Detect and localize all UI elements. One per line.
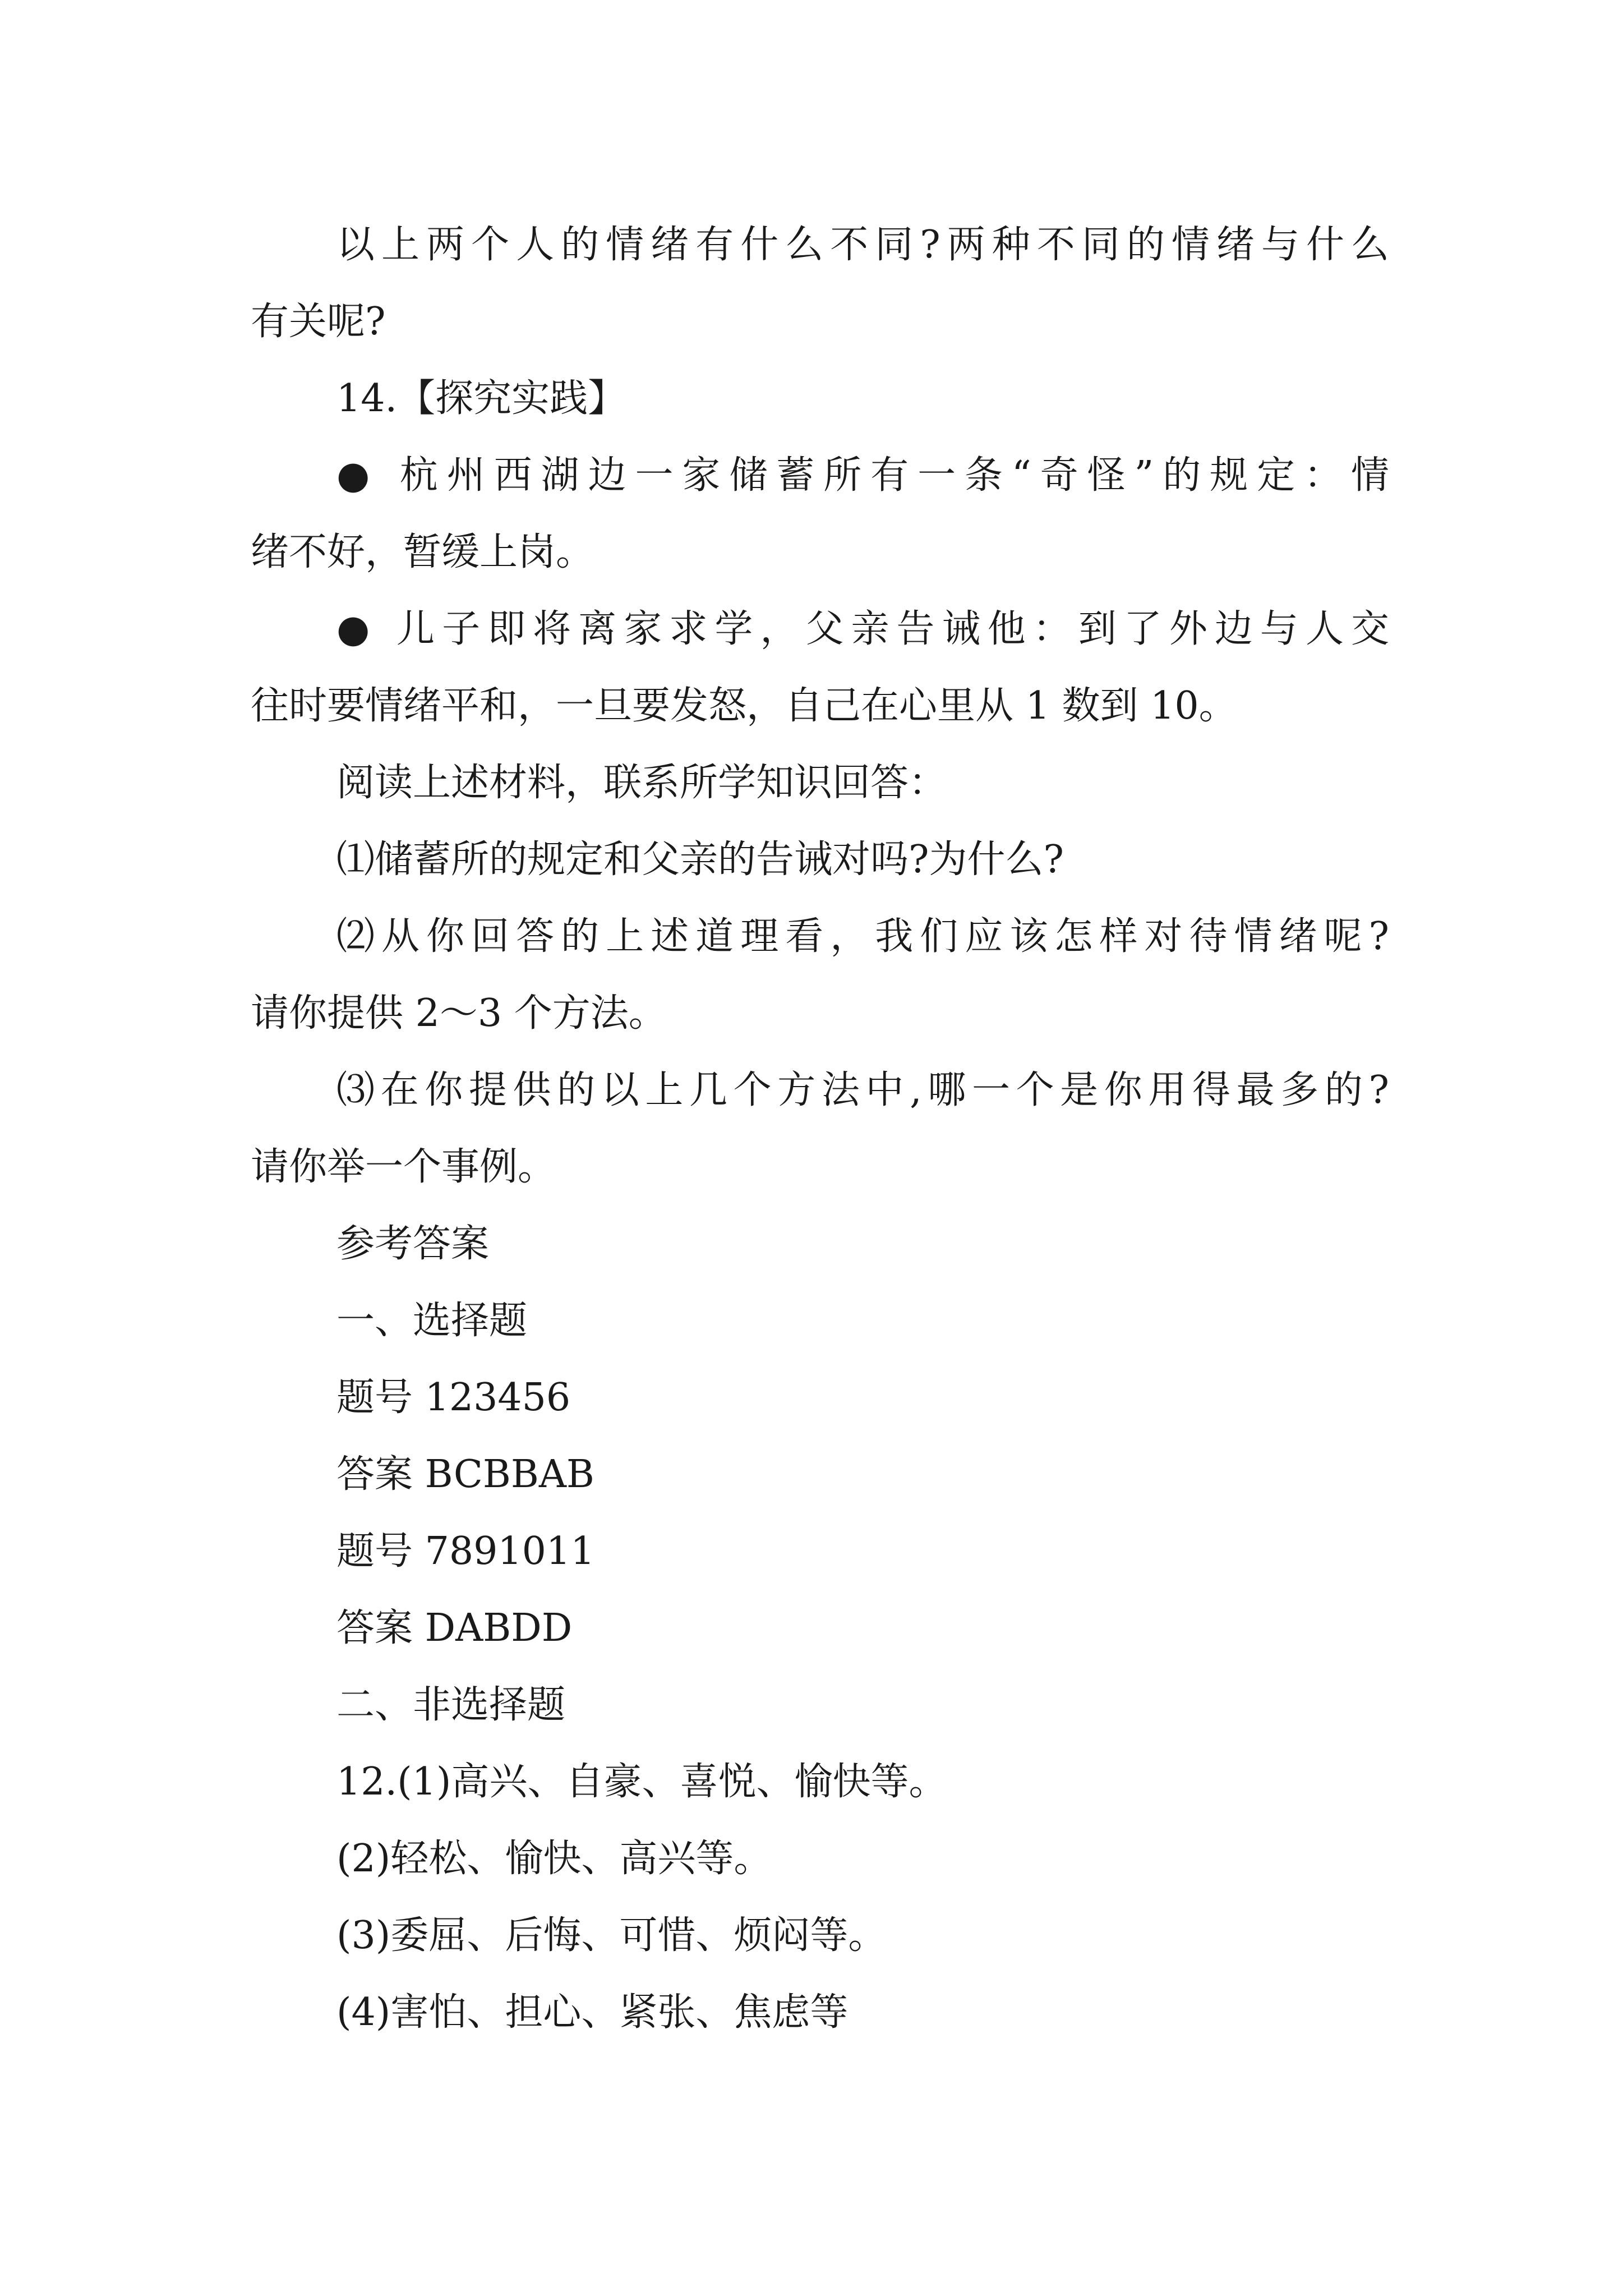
instruction-read-material: 阅读上述材料，联系所学知识回答： xyxy=(336,761,947,805)
paragraph-question-emotion-difference: 以上两个人的情绪有什么不同?两种不同的情绪与什么 xyxy=(336,223,1389,267)
choice-question-numbers-1: 题号 123456 xyxy=(336,1375,571,1420)
choice-question-numbers-2: 题号 7891011 xyxy=(336,1529,595,1573)
bullet-father-advice-cont: 往时要情绪平和，一旦要发怒，自己在心里从 1 数到 10。 xyxy=(251,684,1237,728)
sub-question-2-cont: 请你提供 2～3 个方法。 xyxy=(251,991,667,1036)
bullet-father-advice: ● 儿子即将离家求学，父亲告诫他：到了外边与人交 xyxy=(336,607,1389,651)
bullet-savings-office-rule-cont: 绪不好，暂缓上岗。 xyxy=(251,530,594,574)
sub-question-2: ⑵从你回答的上述道理看，我们应该怎样对待情绪呢? xyxy=(336,914,1389,959)
choice-answers-2: 答案 DABDD xyxy=(336,1606,573,1650)
sub-question-1: ⑴储蓄所的规定和父亲的告诫对吗?为什么? xyxy=(336,838,1064,882)
choice-answers-1: 答案 BCBBAB xyxy=(336,1452,594,1497)
section-non-choice-heading: 二、非选择题 xyxy=(336,1683,566,1727)
heading-question-14: 14.【探究实践】 xyxy=(336,376,626,421)
answer-key-heading: 参考答案 xyxy=(336,1222,490,1266)
answer-12-4: (4)害怕、担心、紧张、焦虑等 xyxy=(336,1990,849,2035)
answer-12-1: 12.(1)高兴、自豪、喜悦、愉快等。 xyxy=(336,1760,947,1804)
paragraph-question-emotion-difference-cont: 有关呢? xyxy=(251,300,386,344)
sub-question-3-cont: 请你举一个事例。 xyxy=(251,1145,556,1189)
section-choice-heading: 一、选择题 xyxy=(336,1299,528,1343)
document-body xyxy=(251,206,1389,2051)
answer-12-2: (2)轻松、愉快、高兴等。 xyxy=(336,1837,772,1881)
sub-question-3: ⑶在你提供的以上几个方法中,哪一个是你用得最多的? xyxy=(336,1068,1389,1112)
answer-12-3: (3)委屈、后悔、可惜、烦闷等。 xyxy=(336,1913,887,1958)
bullet-savings-office-rule: ● 杭州西湖边一家储蓄所有一条“奇怪”的规定：情 xyxy=(336,453,1389,498)
